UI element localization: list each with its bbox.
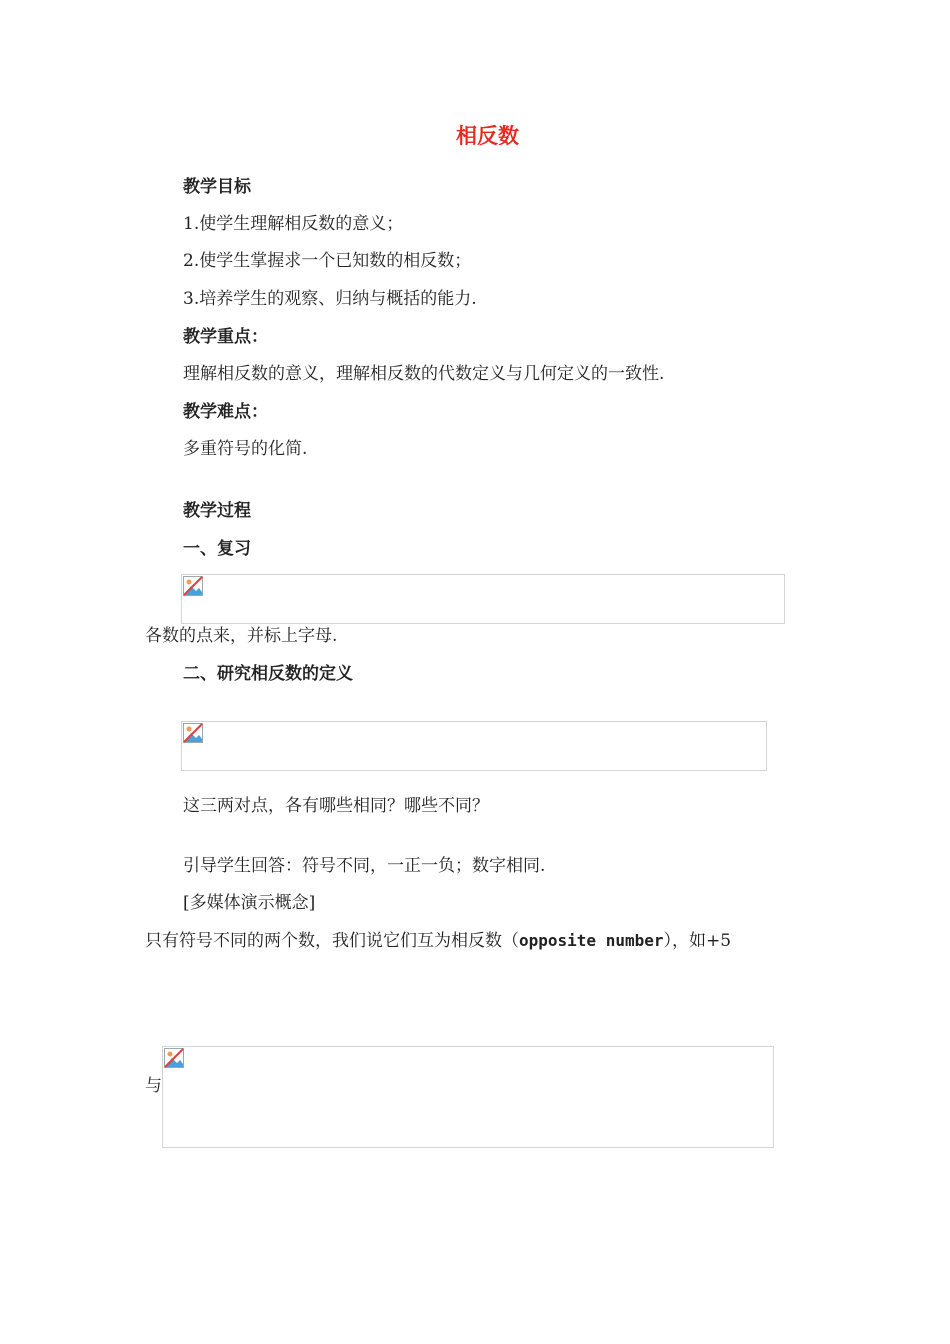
difficulties-text: 多重符号的化简. — [183, 439, 308, 459]
process-heading: 教学过程 — [183, 501, 251, 521]
definition-after: ），如+5 — [663, 931, 732, 951]
objectives-heading: 教学目标 — [183, 177, 251, 197]
definition-before: 只有符号不同的两个数，我们说它们互为相反数（ — [145, 931, 519, 951]
key-points-text: 理解相反数的意义，理解相反数的代数定义与几何定义的一致性. — [183, 364, 665, 384]
objective-item: 3.培养学生的观察、归纳与概括的能力. — [183, 289, 477, 309]
difficulties-heading: 教学难点： — [183, 402, 268, 422]
image-placeholder — [181, 574, 785, 624]
key-points-heading: 教学重点： — [183, 327, 268, 347]
broken-image-icon — [164, 1048, 184, 1068]
broken-image-icon — [183, 723, 203, 743]
answer-text: 引导学生回答：符号不同，一正一负；数字相同. — [183, 856, 546, 876]
broken-image-icon — [183, 576, 203, 596]
page-title: 相反数 — [456, 124, 519, 148]
definition-term: opposite number — [519, 931, 664, 950]
image-placeholder — [181, 721, 767, 771]
review-caption: 各数的点来，并标上字母. — [145, 626, 338, 646]
objective-item: 1.使学生理解相反数的意义； — [183, 214, 404, 234]
media-note: [多媒体演示概念] — [183, 893, 316, 913]
section-definition-heading: 二、研究相反数的定义 — [183, 664, 353, 684]
question-text: 这三两对点，各有哪些相同？哪些不同？ — [183, 796, 489, 816]
section-review-heading: 一、复习 — [183, 539, 251, 559]
definition-text — [145, 929, 731, 953]
with-char: 与 — [145, 1076, 162, 1096]
objective-item: 2.使学生掌握求一个已知数的相反数； — [183, 251, 472, 271]
image-placeholder — [162, 1046, 774, 1148]
